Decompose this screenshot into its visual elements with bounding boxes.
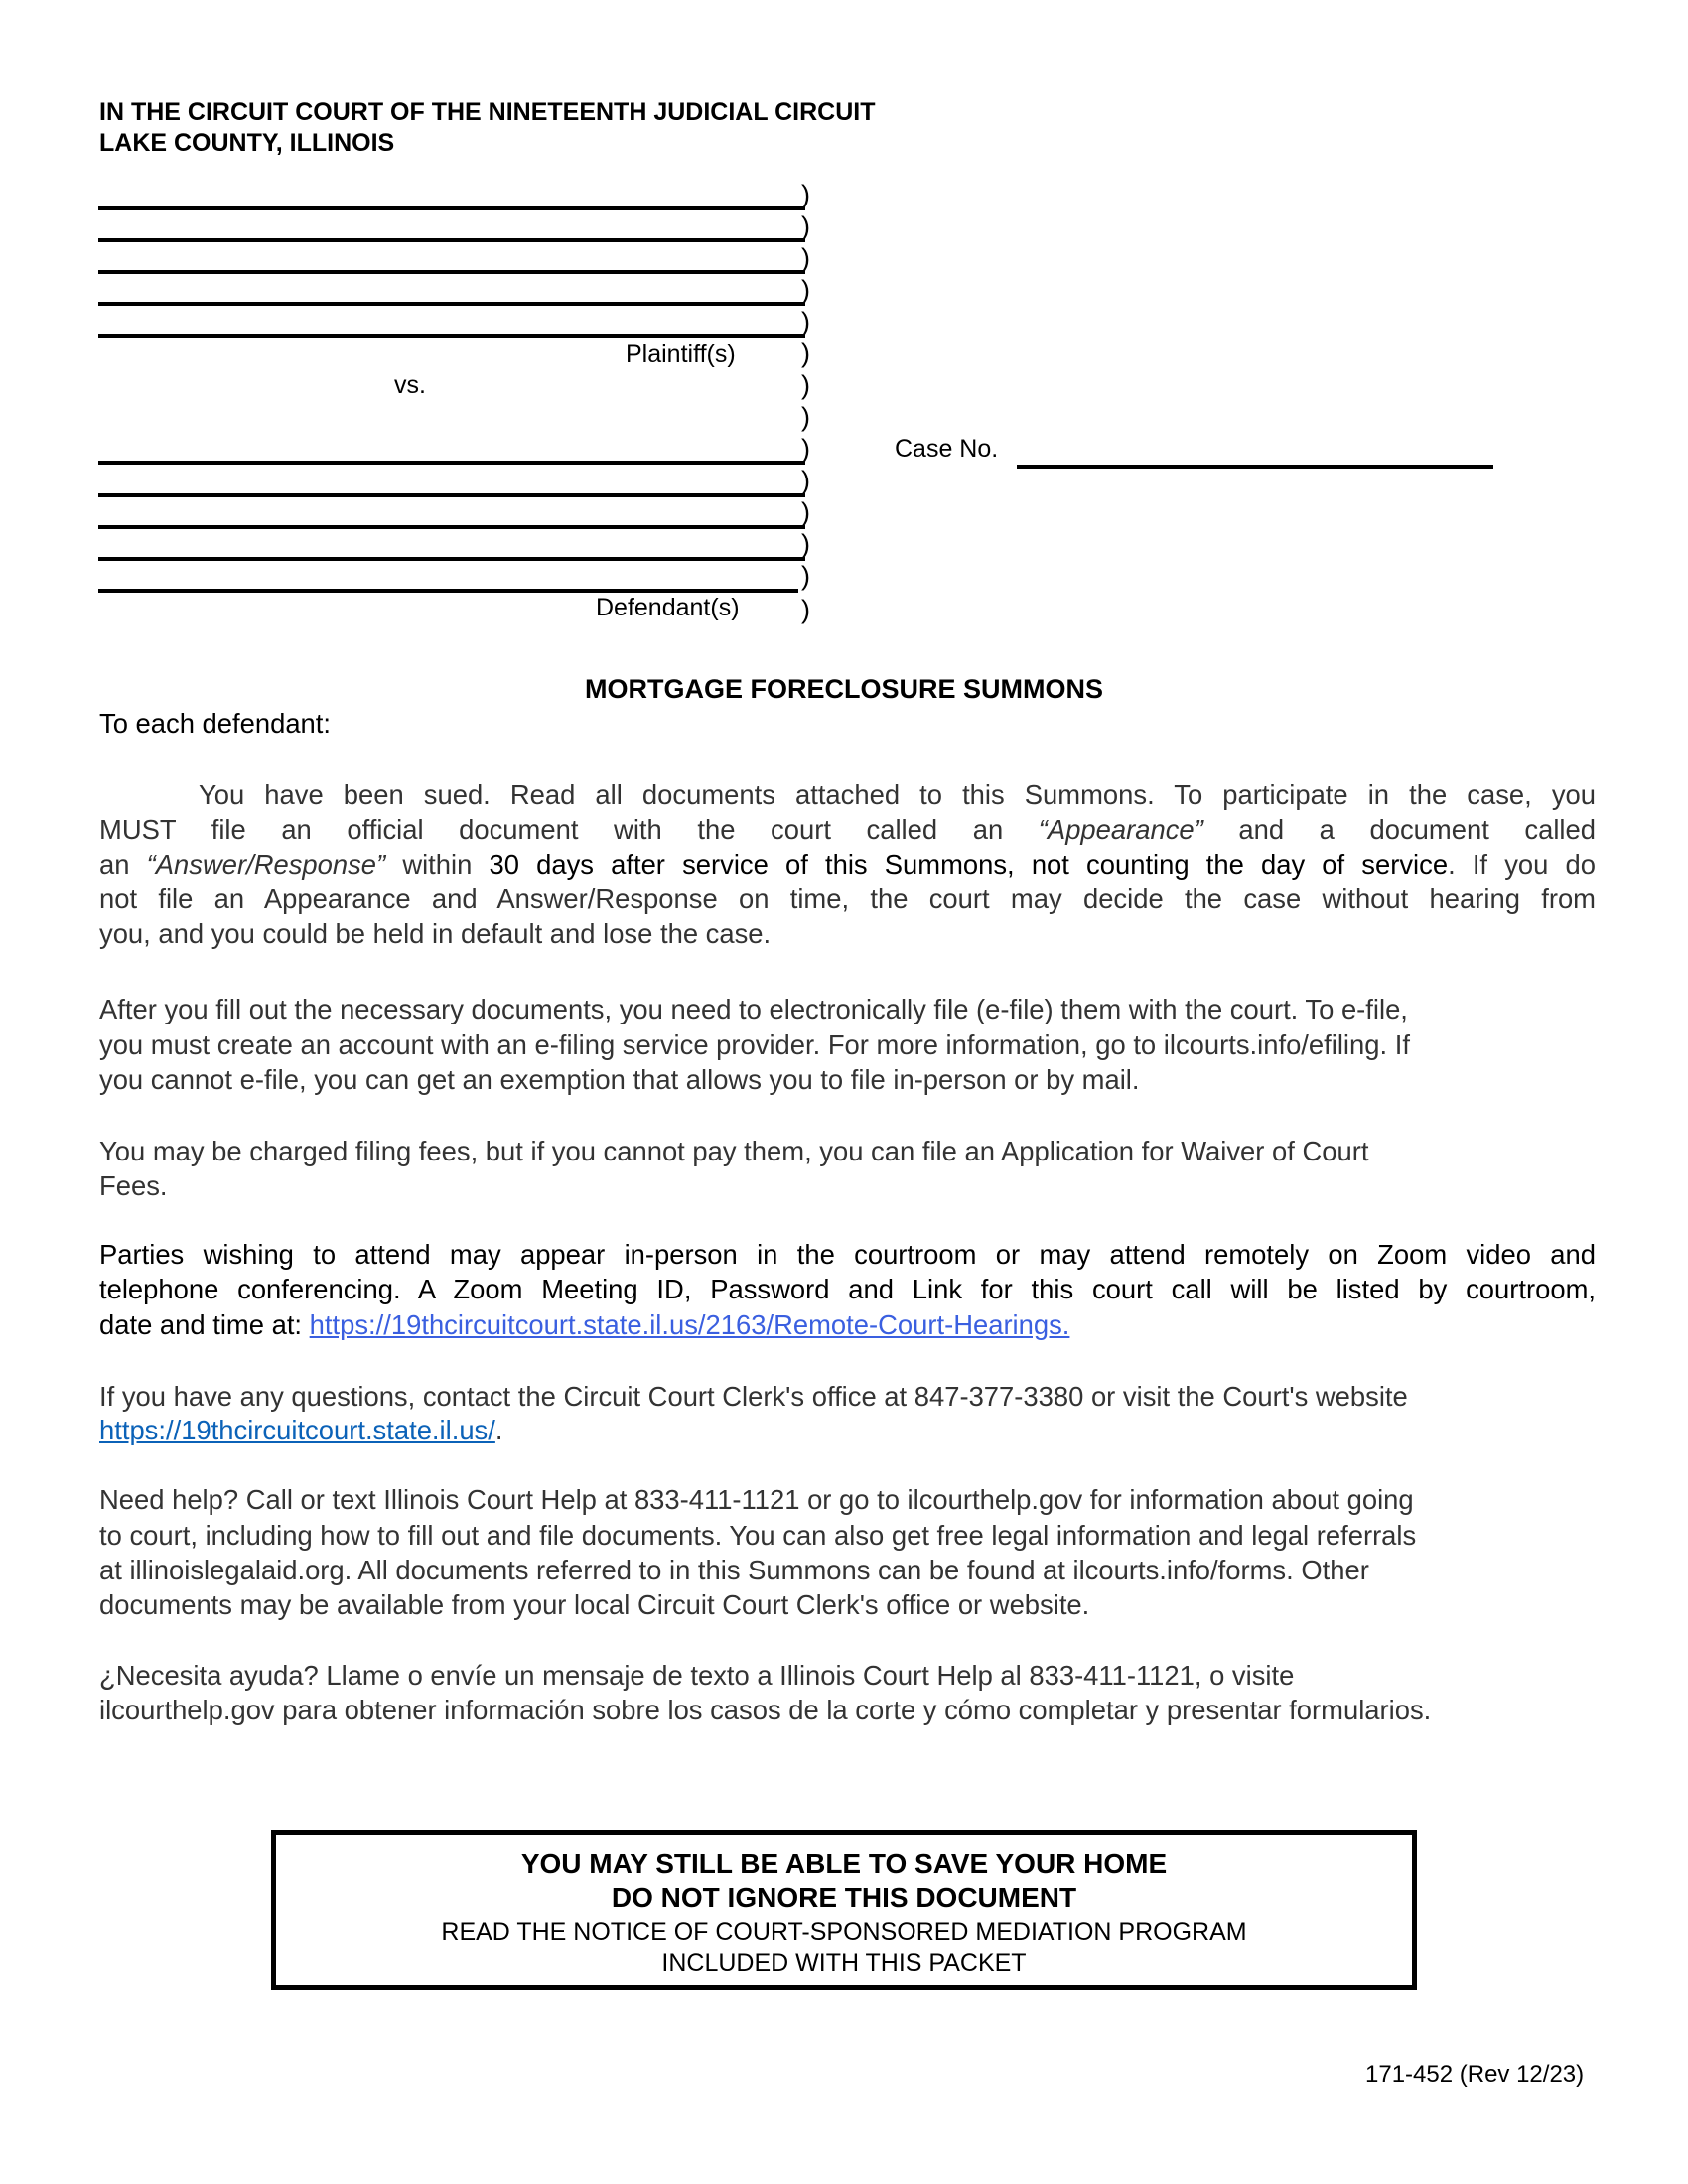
p1-line-2: [99, 812, 1596, 847]
notice-save-home: YOU MAY STILL BE ABLE TO SAVE YOUR HOME: [520, 1848, 1168, 1879]
defendant-label: Defendant(s): [596, 594, 740, 621]
notice-read-mediation: READ THE NOTICE OF COURT-SPONSORED MEDIATION PROGRAM: [441, 1918, 1247, 1946]
plaintiff-name-line-3[interactable]: [98, 270, 805, 274]
p5-line-2: [99, 1413, 1596, 1447]
caption-paren: ): [801, 497, 810, 527]
case-no-field[interactable]: [1017, 465, 1493, 469]
caption-paren: ): [801, 339, 810, 368]
plaintiff-name-line-2[interactable]: [98, 238, 805, 242]
plaintiff-name-line-4[interactable]: [98, 302, 805, 306]
p1-text: not file an Appearance and Answer/Response on time, the court may decide the case without hearing from: [99, 884, 1596, 914]
mediation-notice-box: [271, 1830, 1417, 1990]
notice-included-packet: INCLUDED WITH THIS PACKET: [661, 1949, 1027, 1977]
defendant-name-line-2[interactable]: [98, 493, 805, 497]
p7-line-1: ¿Necesita ayuda? Llame o envíe un mensaje de texto a Illinois Court Help al 833-411-1121, o visite: [99, 1660, 1295, 1691]
p1-text: and a document called: [1238, 814, 1596, 845]
p1-text: an: [99, 849, 130, 880]
notice-do-not-ignore: DO NOT IGNORE THIS DOCUMENT: [611, 1882, 1077, 1913]
defendant-name-line-4[interactable]: [98, 557, 805, 561]
form-number: 171-452 (Rev 12/23): [1365, 2061, 1585, 2088]
plaintiff-name-line-1[interactable]: [98, 206, 805, 210]
caption-paren: ): [801, 466, 810, 495]
p1-line-5: you, and you could be held in default and lose the case.: [99, 918, 772, 949]
p7-line-2: ilcourthelp.gov para obtener información sobre los casos de la corte y cómo completar y presentar formularios.: [99, 1695, 1432, 1725]
deadline-text: 30 days after service of this Summons, not counting the day of service: [489, 849, 1449, 880]
p6-line-2: to court, including how to fill out and file documents. You can also get free legal information and legal referrals: [99, 1520, 1417, 1551]
p1-text: MUST file an official document with the court called an: [99, 814, 1004, 845]
p2-line-1: After you fill out the necessary documents, you need to electronically file (e-file) them with the court. To e-file,: [99, 994, 1408, 1024]
p6-line-3: at illinoislegalaid.org. All documents referred to in this Summons can be found at ilcourts.info/forms. Other: [99, 1555, 1369, 1585]
p4-text: telephone conferencing. A Zoom Meeting ID, Password and Link for this court call will be listed by courtroom,: [99, 1274, 1596, 1304]
caption-paren: ): [801, 434, 810, 464]
defendant-name-line-5[interactable]: [98, 589, 798, 593]
p3-line-1: You may be charged filing fees, but if you cannot pay them, you can file an Application for Waiver of Court: [99, 1136, 1369, 1166]
vs-label: vs.: [394, 371, 426, 399]
caption-paren: ): [801, 595, 810, 624]
p4-line-2: [99, 1272, 1596, 1306]
p4-text: Parties wishing to attend may appear in-person in the courtroom or may attend remotely on Zoom video and: [99, 1239, 1596, 1270]
plaintiff-name-line-5[interactable]: [98, 334, 805, 338]
p1-text: within: [402, 849, 473, 880]
p1-line-3: [99, 847, 1596, 882]
p5-text: .: [494, 1415, 503, 1445]
case-no-label: Case No.: [895, 435, 999, 463]
defendant-name-line-1[interactable]: [98, 461, 805, 465]
p1-text: . If you do: [1448, 849, 1596, 880]
court-name-heading: IN THE CIRCUIT COURT OF THE NINETEENTH JUDICIAL CIRCUIT: [99, 98, 876, 126]
caption-paren: ): [801, 275, 810, 305]
p4-line-3: [99, 1307, 1596, 1342]
p1-line-4: [99, 882, 1596, 916]
caption-paren: ): [801, 561, 810, 591]
document-title: MORTGAGE FORECLOSURE SUMMONS: [584, 674, 1103, 704]
plaintiff-label: Plaintiff(s): [626, 341, 736, 368]
caption-paren: ): [801, 529, 810, 559]
p3-line-2: Fees.: [99, 1170, 168, 1201]
defendant-name-line-3[interactable]: [98, 525, 805, 529]
caption-paren: ): [801, 402, 810, 432]
p2-line-3: you cannot e-file, you can get an exemption that allows you to file in-person or by mail.: [99, 1064, 1140, 1095]
salutation: To each defendant:: [99, 708, 332, 739]
p4-line-1: [99, 1237, 1596, 1272]
county-heading: LAKE COUNTY, ILLINOIS: [99, 129, 395, 157]
answer-response-term: “Answer/Response”: [146, 849, 386, 880]
p4-text: date and time at:: [99, 1309, 310, 1340]
caption-paren: ): [801, 243, 810, 273]
p6-line-1: Need help? Call or text Illinois Court Help at 833-411-1121 or go to ilcourthelp.gov for information about going: [99, 1484, 1414, 1515]
p1-line-1: [199, 777, 1596, 812]
court-website-link[interactable]: https://19thcircuitcourt.state.il.us/: [99, 1415, 495, 1445]
caption-paren: ): [801, 307, 810, 337]
remote-hearings-link[interactable]: https://19thcircuitcourt.state.il.us/2163/Remote-Court-Hearings.: [309, 1309, 1070, 1340]
caption-paren: ): [801, 370, 810, 400]
p1-text: You have been sued. Read all documents attached to this Summons. To participate in the case, you: [199, 779, 1596, 810]
caption-paren: ): [801, 180, 810, 209]
p5-line-1: If you have any questions, contact the Circuit Court Clerk's office at 847-377-3380 or visit the Court's website: [99, 1381, 1408, 1412]
p6-line-4: documents may be available from your local Circuit Court Clerk's office or website.: [99, 1589, 1090, 1620]
p2-line-2: you must create an account with an e-filing service provider. For more information, go to ilcourts.info/efiling. If: [99, 1029, 1410, 1060]
caption-paren: ): [801, 211, 810, 241]
appearance-term: “Appearance”: [1038, 814, 1203, 845]
